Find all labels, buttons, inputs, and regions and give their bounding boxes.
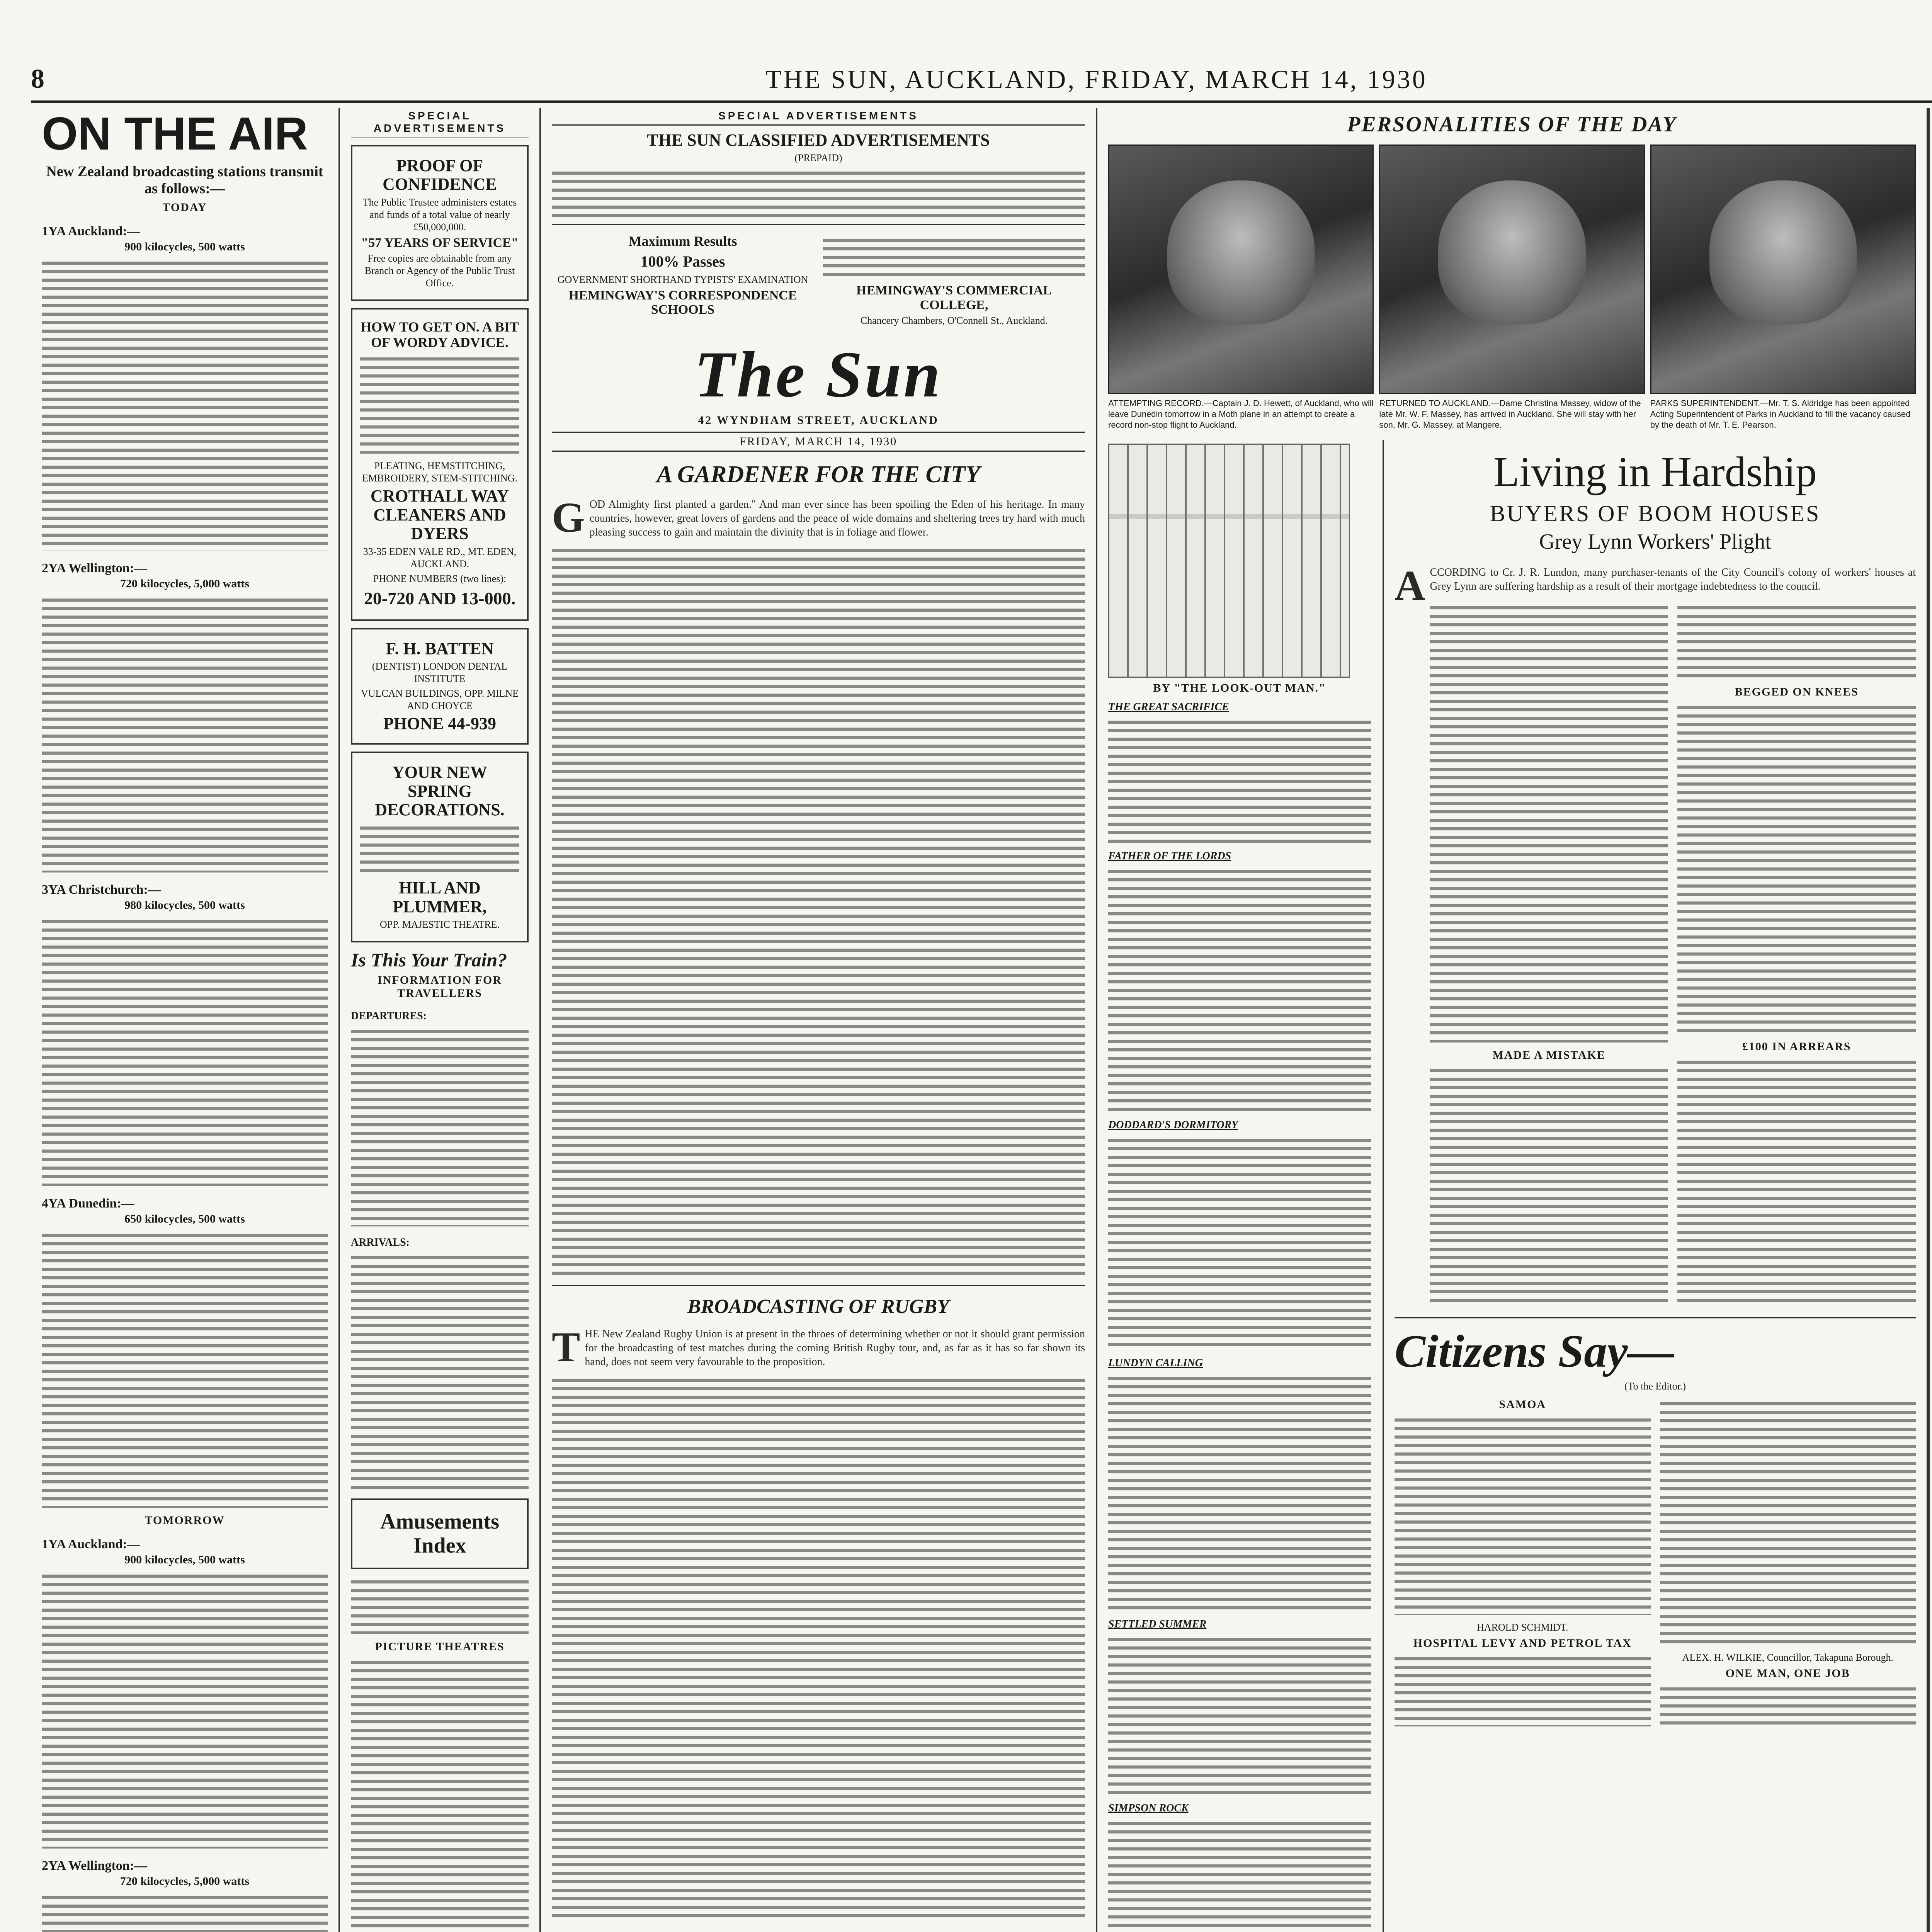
ad-title: HOW TO GET ON. A BIT OF WORDY ADVICE. (361, 319, 519, 350)
station-name: 2YA Wellington:— (42, 561, 148, 575)
watch-tower-sketch (1108, 444, 1350, 678)
station-listing-text (42, 1230, 328, 1508)
station-listing-text (42, 1570, 328, 1849)
hardship-sub2: Grey Lynn Workers' Plight (1539, 530, 1771, 554)
subhead: FATHER OF THE LORDS (1108, 850, 1231, 862)
watchtower-text (1108, 716, 1371, 844)
ad-phones: 20-720 AND 13-000. (364, 588, 516, 608)
station-frequency: 720 kilocycles, 5,000 watts (120, 577, 250, 590)
ad-quote: "57 YEARS OF SERVICE" (361, 235, 519, 250)
theatres-label: PICTURE THEATRES (375, 1640, 505, 1653)
letters (1395, 1395, 1916, 1736)
batten-ad (351, 628, 529, 745)
subhead: LUNDYN CALLING (1108, 1357, 1203, 1369)
ad-footer: Free copies are obtainable from any Branch or Agency of the Public Trust Office. (364, 253, 515, 289)
station-frequency: 720 kilocycles, 5,000 watts (120, 1875, 250, 1888)
public-trust-ad (351, 145, 529, 301)
letter-head: HOSPITAL LEVY AND PETROL TAX (1413, 1637, 1632, 1650)
editorial-gardener-body (552, 545, 1085, 1279)
station-frequency: 900 kilocycles, 500 watts (124, 1553, 245, 1566)
subhead: SIMPSON ROCK (1108, 1802, 1189, 1814)
ad-body-text (823, 235, 1085, 277)
ad-sub: GOVERNMENT SHORTHAND TYPISTS' EXAMINATION (557, 274, 808, 285)
station-frequency: 900 kilocycles, 500 watts (124, 240, 245, 253)
hardship-col-a (1430, 599, 1668, 1311)
subhead: SETTLED SUMMER (1108, 1618, 1207, 1630)
divider (552, 1285, 1085, 1286)
column-chairman (1928, 108, 1932, 1932)
portrait-massey (1379, 145, 1645, 394)
ad-phone-label: PHONE NUMBERS (two lines): (373, 573, 507, 584)
personalities-title: PERSONALITIES OF THE DAY (1347, 112, 1677, 136)
station-name: 1YA Auckland:— (42, 1537, 140, 1551)
station-name: 4YA Dunedin:— (42, 1196, 134, 1211)
hardship-sub1: BUYERS OF BOOM HOUSES (1490, 501, 1821, 526)
letter-text (1395, 1414, 1651, 1615)
caption-aldridge: PARKS SUPERINTENDENT.—Mr. T. S. Aldridge has been appointed Acting Superintendent of Parks in Auckland to fill the vacancy caused by the death of Mr. T. E. Pearson. (1650, 398, 1911, 430)
amusements-box (351, 1498, 529, 1569)
portrait-aldridge (1650, 145, 1916, 394)
subhead: BEGGED ON KNEES (1735, 685, 1859, 698)
hemingway-ad-right (823, 231, 1085, 329)
hardship-lead: ACCORDING to Cr. J. R. Lundon, many purchaser-tenants of the City Council's colony of workers' houses at Grey Lynn are suffering hardship as a result of their mortgage indebtedness to the council. (1395, 562, 1916, 609)
ad-firm: HEMINGWAY'S CORRESPONDENCE SCHOOLS (568, 288, 797, 317)
ad-address: VULCAN BUILDINGS, OPP. MILNE AND CHOYCE (361, 687, 519, 711)
station-listing-text (42, 916, 328, 1186)
ad-services: PLEATING, HEMSTITCHING, EMBROIDERY, STEM-STITCHING. (362, 460, 517, 484)
ad-address: OPP. MAJESTIC THEATRE. (379, 919, 500, 930)
tomorrow-label: TOMORROW (145, 1514, 225, 1527)
editorial-gardener-lead: GOD Almighty first planted a garden." And man ever since has been spoiling the Eden of his heritage. In many countries, however, great lovers of gardens and the peace of wide domains and sheltering trees try hard with much pleasing success to gain and maintain the divinity that is in foliage and flower. (552, 494, 1085, 541)
classified-rates (552, 167, 1085, 218)
subhead: DODDARD'S DORMITORY (1108, 1119, 1238, 1131)
today-label: TODAY (162, 201, 207, 214)
letters-col-a (1395, 1395, 1651, 1736)
letter-text (1660, 1398, 1916, 1645)
ad-phone: PHONE 44-939 (383, 714, 497, 733)
hemingway-ad-left (552, 231, 814, 329)
column-special-ads (340, 108, 541, 1932)
hardship-text (1677, 602, 1916, 679)
ad-title: Maximum Results (628, 233, 737, 249)
on-the-air-title: ON THE AIR (42, 108, 308, 160)
station-listing-text (42, 594, 328, 872)
station-frequency: 650 kilocycles, 500 watts (124, 1213, 245, 1225)
watchtower-text (1108, 1372, 1371, 1612)
hardship-title: Living in Hardship (1493, 448, 1817, 495)
ad-body-text (360, 822, 519, 872)
ad-role: (DENTIST) LONDON DENTAL INSTITUTE (372, 660, 508, 684)
subhead: THE GREAT SACRIFICE (1108, 701, 1229, 713)
departures-list (351, 1026, 529, 1226)
special-ads-kicker: SPECIAL ADVERTISEMENTS (351, 110, 529, 138)
classified-sub: (PREPAID) (794, 152, 842, 164)
editorial-rugby-title: BROADCASTING OF RUGBY (687, 1296, 950, 1318)
hardship-text (1430, 1065, 1668, 1304)
classified-title: THE SUN CLASSIFIED ADVERTISEMENTS (647, 131, 990, 150)
train-sub: INFORMATION FOR TRAVELLERS (378, 974, 502, 1000)
letter-head: ONE MAN, ONE JOB (1725, 1667, 1850, 1680)
ad-title: YOUR NEW SPRING DECORATIONS. (375, 763, 505, 820)
column-editorial (541, 108, 1097, 1932)
editorial-rugby-lead: THE New Zealand Rugby Union is at present in the throes of determining whether or not it should grant permission for the broadcasting of test matches during the coming British Rugby tour, and, as far as it has so far shown its hand, does not seem very favourable to the proposition. (552, 1323, 1085, 1371)
citizens-say-title: Citizens Say— (1395, 1325, 1674, 1377)
caption-hewett: ATTEMPTING RECORD.—Captain J. D. Hewett, of Auckland, who will leave Dunedin tomorrow in a Moth plane in an attempt to create a record non-stop flight to Auckland. (1108, 398, 1374, 430)
divider (552, 224, 1085, 225)
sun-address: 42 WYNDHAM STREET, AUCKLAND (698, 414, 939, 427)
classified-box (552, 131, 1085, 218)
on-the-air-intro: New Zealand broadcasting stations transmit as follows:— (46, 163, 323, 197)
watchtower-text (1108, 1134, 1371, 1351)
theatres-list (351, 1656, 529, 1932)
watchtower-text (1108, 1818, 1371, 1932)
ad-firm: HEMINGWAY'S COMMERCIAL COLLEGE, (856, 283, 1052, 312)
column-personalities (1097, 108, 1928, 1932)
letter-text (1660, 1683, 1916, 1730)
caption-massey: RETURNED TO AUCKLAND.—Dame Christina Massey, widow of the late Mr. W. F. Massey, has arrived in Auckland. She will stay with her son, Mr. G. Massey, at Mangere. (1379, 398, 1641, 430)
hardship-col-b (1677, 599, 1916, 1311)
personality-photos (1108, 145, 1916, 394)
subhead: £100 IN ARREARS (1742, 1040, 1851, 1053)
page-number: 8 (31, 64, 44, 94)
portrait-hewett (1108, 145, 1374, 394)
sun-dateline: FRIDAY, MARCH 14, 1930 (552, 432, 1085, 452)
hill-plummer-ad (351, 752, 529, 942)
watchtower-text (1108, 1634, 1371, 1796)
crothall-ad (351, 308, 529, 621)
page-header (31, 58, 1932, 103)
letter-signature: HAROLD SCHMIDT. (1477, 1622, 1568, 1633)
station-name: 2YA Wellington:— (42, 1859, 148, 1873)
ad-firm: CROTHALL WAY CLEANERS AND DYERS (370, 486, 509, 543)
ad-title: PROOF OF CONFIDENCE (383, 156, 497, 194)
ad-firm: HILL AND PLUMMER, (393, 878, 487, 916)
station-listing-text (42, 257, 328, 551)
sun-masthead: The Sun (694, 338, 942, 411)
arrivals-list (351, 1252, 529, 1492)
station-name: 1YA Auckland:— (42, 224, 140, 238)
citizens-say-sub: (To the Editor.) (1624, 1381, 1686, 1392)
letter-head: SAMOA (1499, 1398, 1546, 1411)
ad-percent: 100% Passes (640, 252, 725, 270)
ad-text: The Public Trustee administers estates and funds of a total value of nearly £50,000,000. (362, 196, 517, 233)
train-title: Is This Your Train? (351, 949, 507, 971)
ad-name: F. H. BATTEN (386, 639, 494, 658)
departures-label: DEPARTURES: (351, 1010, 427, 1022)
amusements-list (351, 1576, 529, 1634)
arrivals-label: ARRIVALS: (351, 1236, 410, 1249)
station-frequency: 980 kilocycles, 500 watts (124, 899, 245, 912)
special-ads-kicker: SPECIAL ADVERTISEMENTS (552, 110, 1085, 126)
divider (1395, 1317, 1916, 1318)
letter-signature: ALEX. H. WILKIE, Councillor, Takapuna Borough. (1682, 1652, 1893, 1663)
hardship-text (1677, 1056, 1916, 1304)
ad-address: 33-35 EDEN VALE RD., MT. EDEN, AUCKLAND. (363, 546, 517, 570)
hardship-text (1677, 702, 1916, 1034)
watchtower-byline: BY "THE LOOK-OUT MAN." (1153, 682, 1326, 694)
subhead: MADE A MISTAKE (1492, 1049, 1606, 1061)
letters-col-b (1660, 1395, 1916, 1736)
hardship-body (1430, 599, 1916, 1311)
hardship-text (1430, 602, 1668, 1043)
station-name: 3YA Christchurch:— (42, 883, 161, 897)
photo-captions (1108, 398, 1916, 430)
station-listing-text (42, 1892, 328, 1932)
watchtower-column (1108, 440, 1371, 1932)
letter-text (1395, 1653, 1651, 1726)
editorial-gardener-title: A GARDENER FOR THE CITY (656, 461, 980, 488)
personalities-lower (1108, 440, 1916, 1932)
masthead-line: THE SUN, AUCKLAND, FRIDAY, MARCH 14, 1930 (765, 64, 1427, 94)
hardship-column (1383, 440, 1916, 1932)
column-on-the-air (31, 108, 340, 1932)
editorial-rugby-body (552, 1374, 1085, 1923)
watchtower-text (1108, 866, 1371, 1113)
ad-body-text (360, 353, 519, 454)
amusements-title: Amusements Index (380, 1510, 499, 1558)
hemingway-ads (552, 231, 1085, 329)
ad-address: Chancery Chambers, O'Connell St., Auckland. (860, 315, 1048, 327)
